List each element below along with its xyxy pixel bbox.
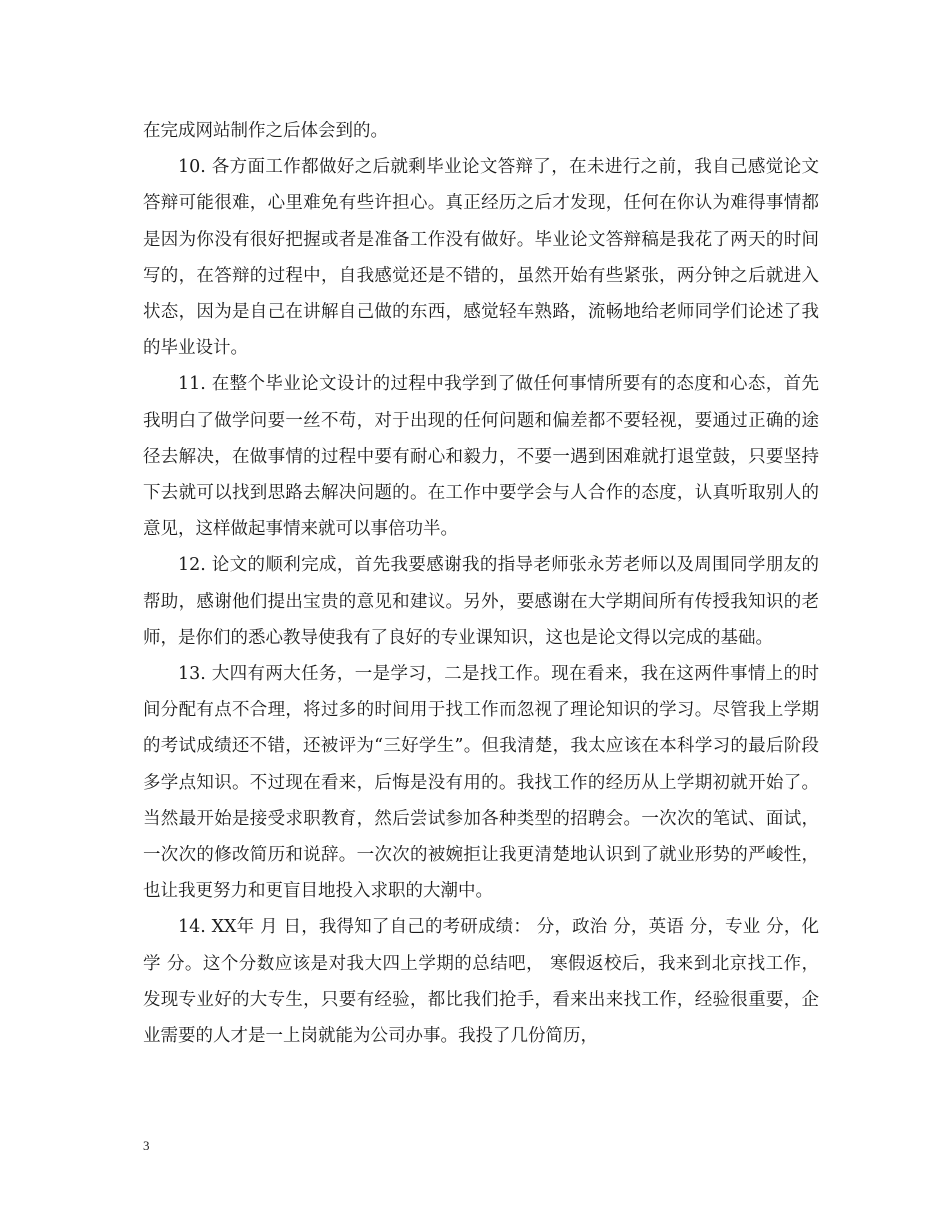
body-text: [143, 113, 819, 1054]
paragraph-13: 13. 大四有两大任务，一是学习，二是找工作。现在看来，我在这两件事情上的时间分配有点不合理，将过多的时间用于找工作而忽视了理论知识的学习。尽管我上学期的考试成绩还不错，还被评为“三好学生”。但我清楚，我太应该在本科学习的最后阶段多学点知识。不过现在看来，后悔是没有用的。我找工作的经历从上学期初就开始了。当然最开始是接受求职教育，然后尝试参加各种类型的招聘会。一次次的笔试、面试，一次次的修改简历和说辞。一次次的被婉拒让我更清楚地认识到了就业形势的严峻性，也让我更努力和更盲目地投入求职的大潮中。: [143, 664, 819, 902]
paragraph-14: 14. XX年 月 日，我得知了自己的考研成绩： 分，政治 分，英语 分，专业 分，化学 分。这个分数应该是对我大四上学期的总结吧， 寒假返校后，我来到北京找工作，发现专业好的大专生，只要有经验，都比我们抢手，看来出来找工作，经验很重要，企业需要的人才是一上岗就能为公司办事。我投了几份简历，: [143, 917, 819, 1047]
paragraph-11: 11. 在整个毕业论文设计的过程中我学到了做任何事情所要有的态度和心态，首先我明白了做学问要一丝不苟，对于出现的任何问题和偏差都不要轻视，要通过正确的途径去解决，在做事情的过程中要有耐心和毅力，不要一遇到困难就打退堂鼓，只要坚持下去就可以找到思路去解决问题的。在工作中要学会与人合作的态度，认真听取别人的意见，这样做起事情来就可以事倍功半。: [143, 374, 819, 540]
paragraph-12: 12. 论文的顺利完成，首先我要感谢我的指导老师张永芳老师以及周围同学朋友的帮助，感谢他们提出宝贵的意见和建议。另外，要感谢在大学期间所有传授我知识的老师，是你们的悉心教导使我有了良好的专业课知识，这也是论文得以完成的基础。: [143, 555, 819, 648]
paragraph-10: 10. 各方面工作都做好之后就剩毕业论文答辩了，在未进行之前，我自己感觉论文答辩可能很难，心里难免有些许担心。真正经历之后才发现，任何在你认为难得事情都是因为你没有很好把握或者是准备工作没有做好。毕业论文答辩稿是我花了两天的时间写的，在答辩的过程中，自我感觉还是不错的，虽然开始有些紧张，两分钟之后就进入状态，因为是自己在讲解自己做的东西，感觉轻车熟路，流畅地给老师同学们论述了我的毕业设计。: [143, 157, 819, 359]
paragraph-1: 在完成网站制作之后体会到的。: [143, 121, 388, 141]
page-number: 3: [143, 1138, 150, 1153]
